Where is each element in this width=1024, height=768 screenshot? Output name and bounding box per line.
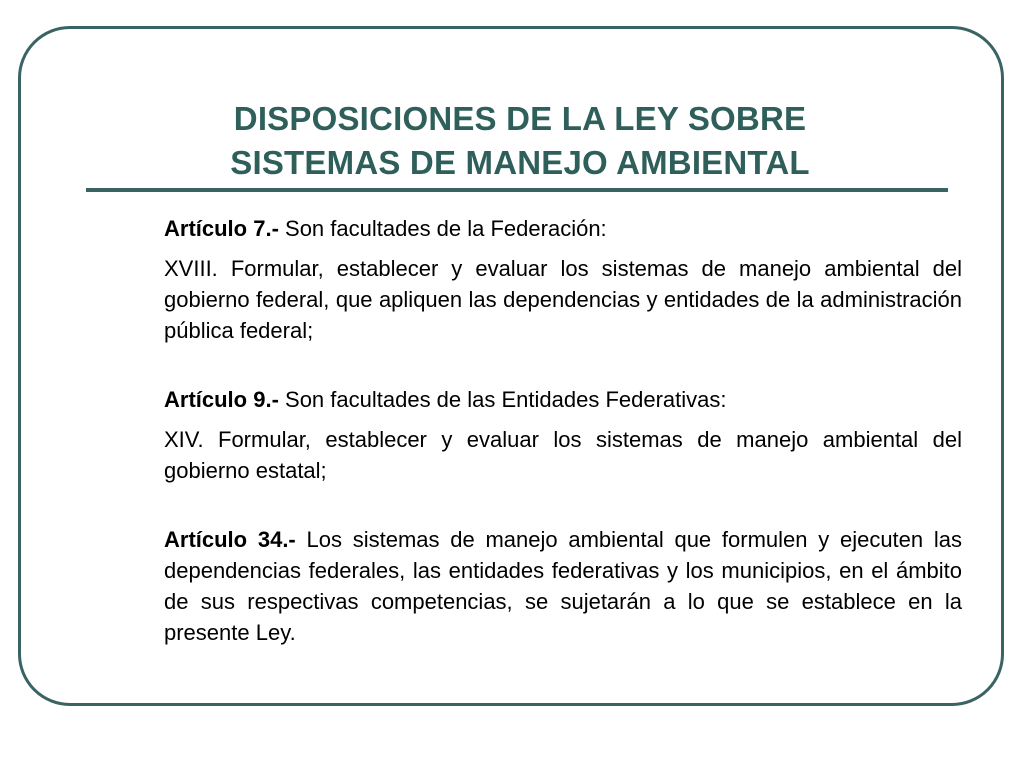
article-9-label: Artículo 9.-	[164, 387, 279, 412]
article-9-heading	[164, 384, 962, 415]
article-7-label: Artículo 7.-	[164, 216, 279, 241]
article-9-heading-text: Son facultades de las Entidades Federativas:	[278, 387, 727, 412]
article-7-heading-text: Son facultades de la Federación:	[278, 216, 607, 241]
title-underline	[86, 188, 948, 192]
article-34-text: Los sistemas de manejo ambiental que formulen y ejecuten las dependencias federales, las entidades federativas y los municipios, en el ámbito de sus respectivas competencias, se sujetarán a lo que se establece en la presente Ley.	[164, 527, 962, 645]
article-34-paragraph	[164, 524, 962, 648]
slide-body	[164, 213, 962, 648]
article-7-heading	[164, 213, 962, 244]
article-9-body: XIV. Formular, establecer y evaluar los sistemas de manejo ambiental del gobierno estatal;	[164, 427, 962, 483]
slide-title	[100, 97, 940, 185]
title-line-1: DISPOSICIONES DE LA LEY SOBRE	[233, 100, 807, 137]
title-line-2: SISTEMAS DE MANEJO AMBIENTAL	[230, 144, 810, 181]
article-34-label: Artículo 34.-	[164, 527, 296, 552]
article-7-body: XVIII. Formular, establecer y evaluar los sistemas de manejo ambiental del gobierno federal, que apliquen las dependencias y entidades de la administración pública federal;	[164, 256, 962, 343]
